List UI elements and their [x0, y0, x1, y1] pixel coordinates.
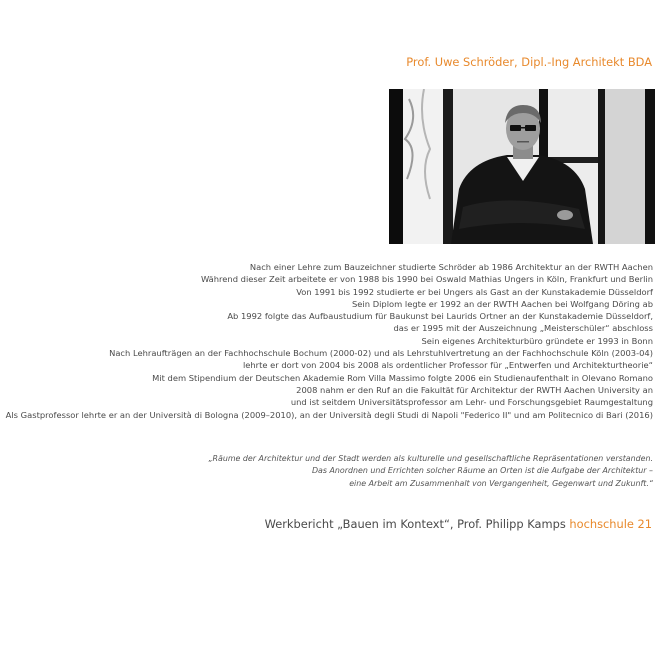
footer-credit [265, 517, 652, 531]
quote-line: eine Arbeit am Zusammenhalt von Vergangenheit, Gegenwart und Zukunft.“ [349, 478, 653, 488]
footer-text: Werkbericht „Bauen im Kontext“, Prof. Philipp Kamps [264, 517, 570, 531]
bio-line: Mit dem Stipendium der Deutschen Akademie Rom Villa Massimo folgte 2006 ein Studienaufenthalt in Olevano Romano [152, 372, 653, 383]
bio-line: Während dieser Zeit arbeitete er von 1988 bis 1990 bei Oswald Mathias Ungers in Köln, Frankfurt und Berlin [200, 274, 653, 285]
bio-line: Nach einer Lehre zum Bauzeichner studierte Schröder ab 1986 Architektur an der RWTH Aachen [249, 262, 653, 272]
bio-line: Sein Diplom legte er 1992 an der RWTH Aachen bei Wolfgang Döring ab [352, 298, 653, 309]
bio-line: das er 1995 mit der Auszeichnung „Meisterschüler“ abschloss [393, 323, 653, 334]
bio-line: Sein eigenes Architekturbüro gründete er 1993 in Bonn [421, 335, 653, 346]
bio-line: Nach Lehraufträgen an der Fachhochschule Bochum (2000-02) und als Lehrstuhlvertretung an der Fachhochschule Köln (2003-04) [109, 348, 653, 359]
bio-line: Als Gastprofessor lehrte er an der Università di Bologna (2009–2010), an der Università degli Studi di Napoli "Federico II" und am Politecnico di Bari (2016) [5, 409, 653, 420]
portrait-image [389, 89, 655, 244]
portrait-photo [389, 89, 655, 244]
quote-line: „Räume der Architektur und der Stadt werden als kulturelle und gesellschaftliche Repräsentationen verstanden. [208, 454, 653, 463]
biography [6, 261, 653, 421]
bio-line: lehrte er dort von 2004 bis 2008 als ordentlicher Professor für „Entwerfen und Architekturtheorie“ [242, 360, 653, 371]
quote-line: Das Anordnen und Errichten solcher Räume an Orten ist die Aufgabe der Architektur – [311, 466, 653, 476]
bio-line: 2008 nahm er den Ruf an die Fakultät für Architektur der RWTH Aachen University an [296, 384, 653, 395]
bio-line: und ist seitdem Universitätsprofessor am Lehr- und Forschungsgebiet Raumgestaltung [290, 397, 653, 408]
page-title: Prof. Uwe Schröder, Dipl.-Ing Architekt BDA [406, 55, 652, 69]
quote-block [208, 453, 653, 490]
bio-line: Von 1991 bis 1992 studierte er bei Ungers als Gast an der Kunstakademie Düsseldorf [296, 286, 653, 297]
footer-accent: hochschule 21 [569, 517, 652, 531]
bio-line: Ab 1992 folgte das Aufbaustudium für Baukunst bei Laurids Ortner an der Kunstakademie Düsseldorf, [227, 311, 653, 322]
